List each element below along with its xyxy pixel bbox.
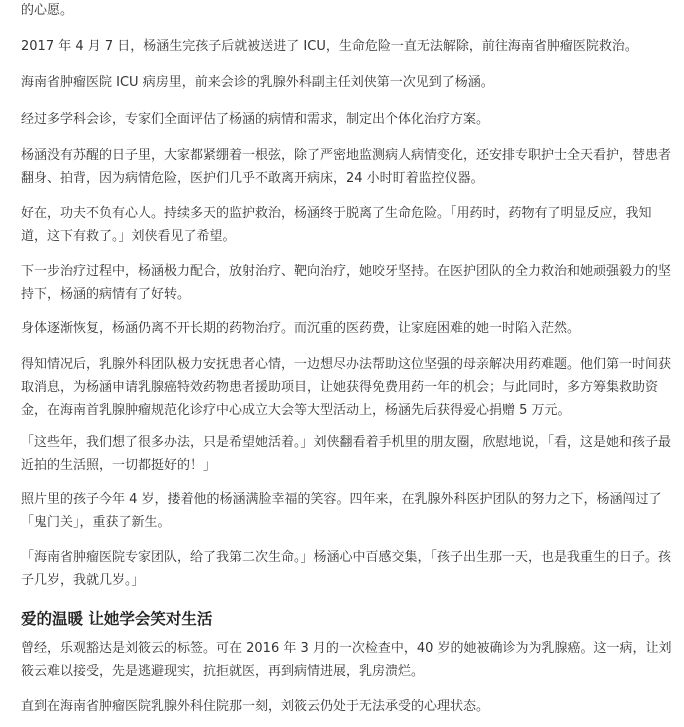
article-paragraph: 照片里的孩子今年 4 岁，搂着他的杨涵满脸幸福的笑容。四年来，在乳腺外科医护团队的努力之下，杨涵闯过了「鬼门关」，重获了新生。 xyxy=(21,492,662,530)
article-paragraph: 下一步治疗过程中，杨涵极力配合，放射治疗、靶向治疗，她咬牙坚持。在医护团队的全力救治和她顽强毅力的坚持下，杨涵的病情有了好转。 xyxy=(21,264,672,302)
article-paragraph: 身体逐渐恢复，杨涵仍离不开长期的药物治疗。而沉重的医药费，让家庭困难的她一时陷入茫然。 xyxy=(21,321,581,336)
article-paragraph: 曾经，乐观豁达是刘筱云的标签。可在 2016 年 3 月的一次检查中，40 岁的她被确诊为为乳腺癌。这一病，让刘筱云难以接受，先是逃避现实，抗拒就医，再到病情进展，乳房溃烂。 xyxy=(21,641,672,679)
article-paragraph: 直到在海南省肿瘤医院乳腺外科住院那一刻，刘筱云仍处于无法承受的心理状态。 xyxy=(21,699,490,714)
article-paragraph: 2017 年 4 月 7 日，杨涵生完孩子后就被送进了 ICU，生命危险一直无法解除，前往海南省肿瘤医院救治。 xyxy=(21,39,638,54)
article-paragraph: 好在，功夫不负有心人。持续多天的监护救治，杨涵终于脱离了生命危险。「用药时，药物有了明显反应，我知道，这下有救了。」刘侠看见了希望。 xyxy=(21,206,652,244)
section-heading: 爱的温暖 让她学会笑对生活 xyxy=(21,610,213,628)
article-paragraph: 海南省肿瘤医院 ICU 病房里，前来会诊的乳腺外科副主任刘侠第一次见到了杨涵。 xyxy=(21,75,494,90)
article-paragraph: 「这些年，我们想了很多办法，只是希望她活着。」刘侠翻看着手机里的朋友圈，欣慰地说，「看，这是她和孩子最近拍的生活照，一切都挺好的！」 xyxy=(21,435,672,473)
article-paragraph: 经过多学科会诊，专家们全面评估了杨涵的病情和需求，制定出个体化治疗方案。 xyxy=(21,112,490,127)
article-paragraph: 杨涵没有苏醒的日子里，大家都紧绷着一根弦，除了严密地监测病人病情变化，还安排专职护士全天看护，替患者翻身、拍背，因为病情危险，医护们几乎不敢离开病床，24 小时盯着监控仪器。 xyxy=(21,148,672,186)
article-paragraph: 的心愿。 xyxy=(21,3,74,18)
article-paragraph: 得知情况后，乳腺外科团队极力安抚患者心情，一边想尽办法帮助这位坚强的母亲解决用药难题。他们第一时间获取消息，为杨涵申请乳腺癌特效药物患者援助项目，让她获得免费用药一年的机会；与此同时，多方筹集救助资金，在海南首乳腺肿瘤规范化诊疗中心成立大会等大型活动上，杨涵先后获得爱心捐赠 5 万元。 xyxy=(21,357,672,418)
article-paragraph: 「海南省肿瘤医院专家团队，给了我第二次生命。」杨涵心中百感交集，「孩子出生那一天，也是我重生的日子。孩子几岁，我就几岁。」 xyxy=(21,550,672,588)
